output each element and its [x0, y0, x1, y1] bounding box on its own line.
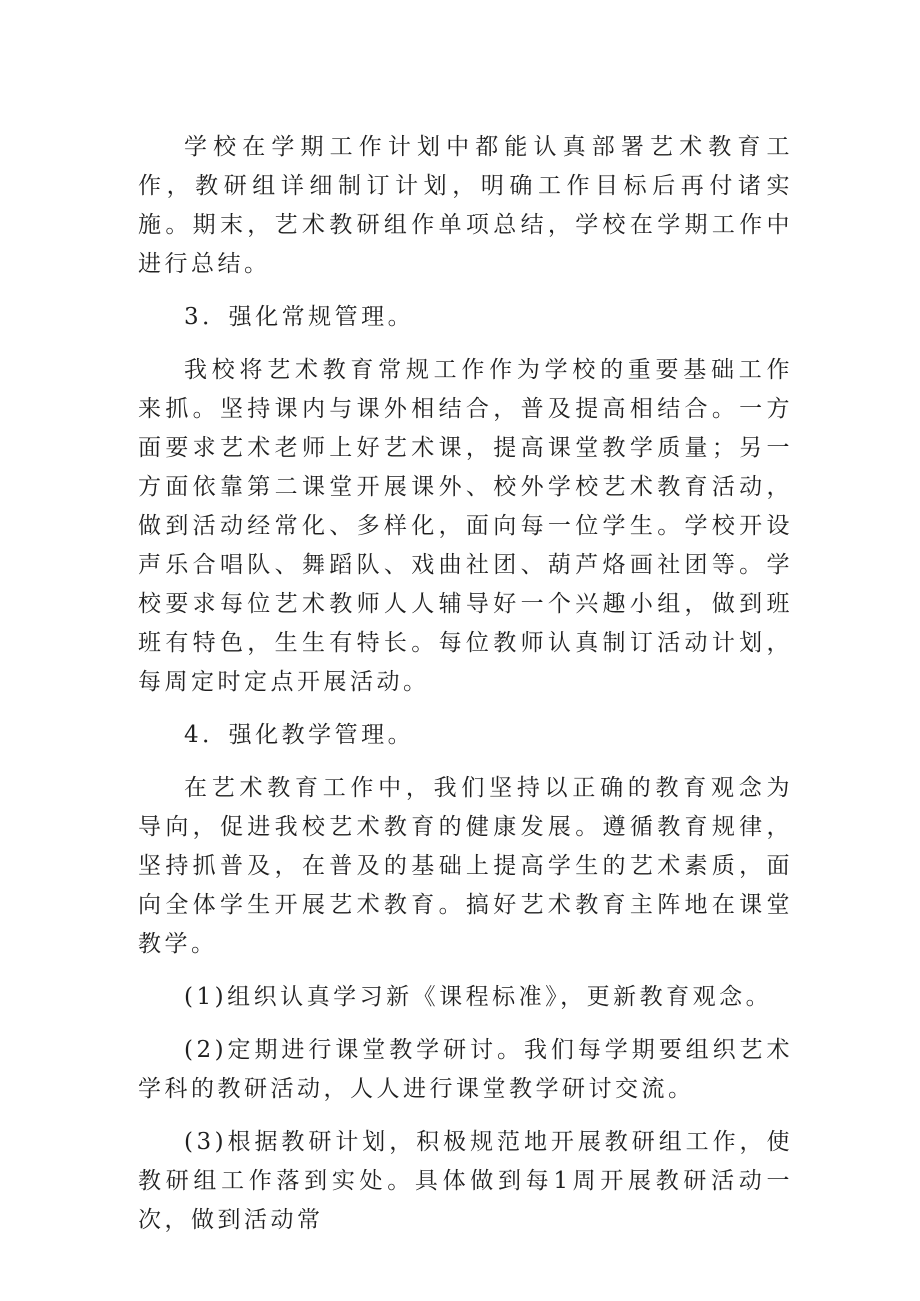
paragraph-routine-management: 我校将艺术教育常规工作作为学校的重要基础工作来抓。坚持课内与课外相结合，普及提高相结合。一方面要求艺术老师上好艺术课，提高课堂教学质量；另一方面依靠第二课堂开展课外、校外学校艺术教育活动，做到活动经常化、多样化，面向每一位学生。学校开设声乐合唱队、舞蹈队、戏曲社团、葫芦烙画社团等。学校要求每位艺术教师人人辅导好一个兴趣小组，做到班班有特色，生生有特长。每位教师认真制订活动计划，每周定时定点开展活动。: [138, 357, 793, 695]
list-item-curriculum-standard: (1)组织认真学习新《课程标准》，更新教育观念。: [184, 984, 773, 1010]
document-page: [138, 128, 793, 1240]
paragraph-teaching-management: 在艺术教育工作中，我们坚持以正确的教育观念为导向，促进我校艺术教育的健康发展。遵循教育规律，坚持抓普及，在普及的基础上提高学生的艺术素质，面向全体学生开展艺术教育。搞好艺术教育主阵地在课堂教学。: [138, 775, 793, 957]
heading-teaching-management: 4．强化教学管理。: [184, 722, 415, 748]
paragraph-planning: 学校在学期工作计划中都能认真部署艺术教育工作，教研组详细制订计划，明确工作目标后再付诸实施。期末，艺术教研组作单项总结，学校在学期工作中进行总结。: [138, 134, 793, 277]
list-item-research-plan: (3)根据教研计划，积极规范地开展教研组工作，使教研组工作落到实处。具体做到每1周开展教研活动一次，做到活动常: [138, 1129, 793, 1233]
list-item-teaching-research: (2)定期进行课堂教学研讨。我们每学期要组织艺术学科的教研活动，人人进行课堂教学研讨交流。: [138, 1037, 793, 1102]
heading-routine-management: 3．强化常规管理。: [184, 304, 415, 330]
